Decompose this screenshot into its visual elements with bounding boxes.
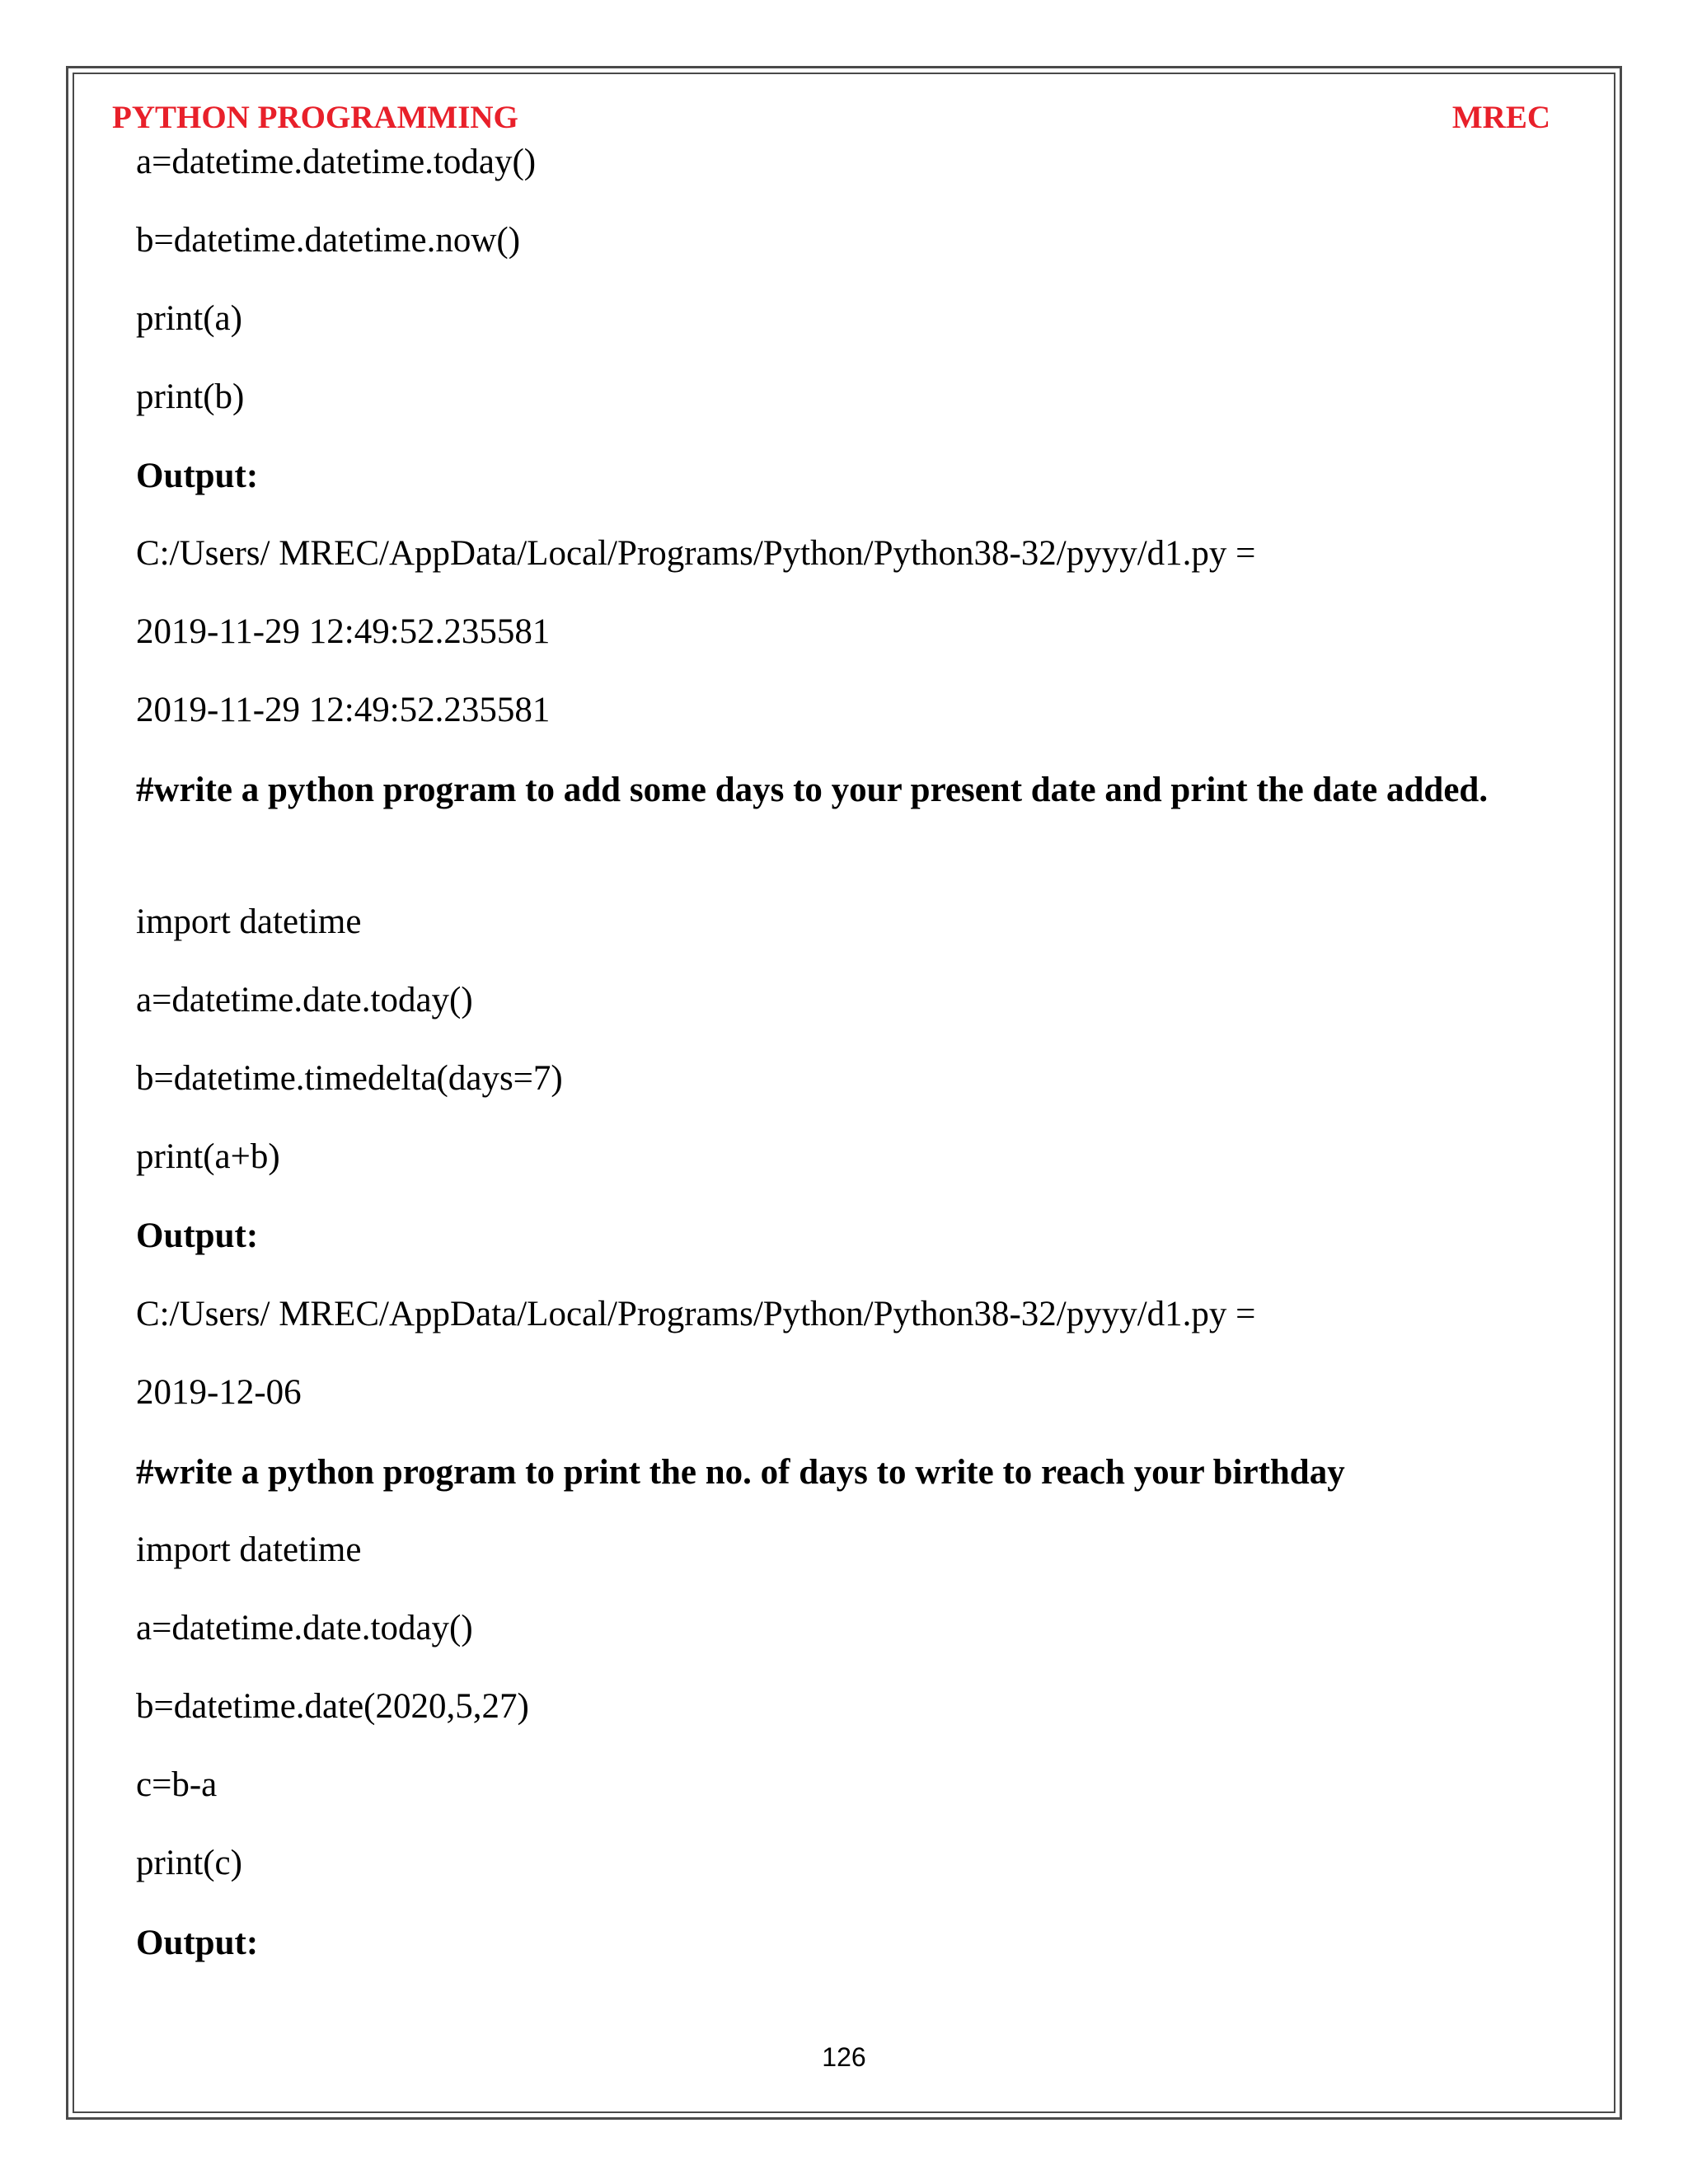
code-line: import datetime	[136, 1530, 362, 1569]
code-line: a=datetime.datetime.today()	[136, 143, 537, 181]
output-line: C:/Users/ MREC/AppData/Local/Programs/Python/Python38-32/pyyy/d1.py =	[136, 534, 1256, 573]
code-line: print(a+b)	[136, 1137, 280, 1176]
code-line: a=datetime.date.today()	[136, 1609, 473, 1647]
code-line: b=datetime.date(2020,5,27)	[136, 1687, 529, 1726]
section-heading: #write a python program to print the no. of days to write to reach your birthday	[136, 1453, 1345, 1492]
code-line: c=b-a	[136, 1765, 218, 1804]
output-line: C:/Users/ MREC/AppData/Local/Programs/Python/Python38-32/pyyy/d1.py =	[136, 1295, 1256, 1333]
code-line: b=datetime.timedelta(days=7)	[136, 1059, 563, 1098]
page-number: 126	[822, 2042, 866, 2072]
output-line: 2019-11-29 12:49:52.235581	[136, 612, 551, 651]
code-line: import datetime	[136, 902, 362, 941]
output-label: Output:	[136, 1924, 259, 1962]
code-line: print(a)	[136, 299, 242, 338]
code-line: b=datetime.datetime.now()	[136, 221, 521, 260]
code-line: print(c)	[136, 1844, 242, 1882]
code-line: a=datetime.date.today()	[136, 981, 473, 1019]
header-institution: MREC	[1451, 100, 1550, 135]
output-line: 2019-12-06	[136, 1373, 302, 1412]
page-header	[112, 99, 1550, 142]
output-label: Output:	[136, 1216, 259, 1255]
section-heading: #write a python program to add some days to your present date and print the date added.	[136, 771, 1489, 809]
output-label: Output:	[136, 457, 259, 495]
code-line: print(b)	[136, 377, 245, 416]
header-course-title: PYTHON PROGRAMMING	[112, 100, 518, 135]
output-line: 2019-11-29 12:49:52.235581	[136, 691, 551, 729]
